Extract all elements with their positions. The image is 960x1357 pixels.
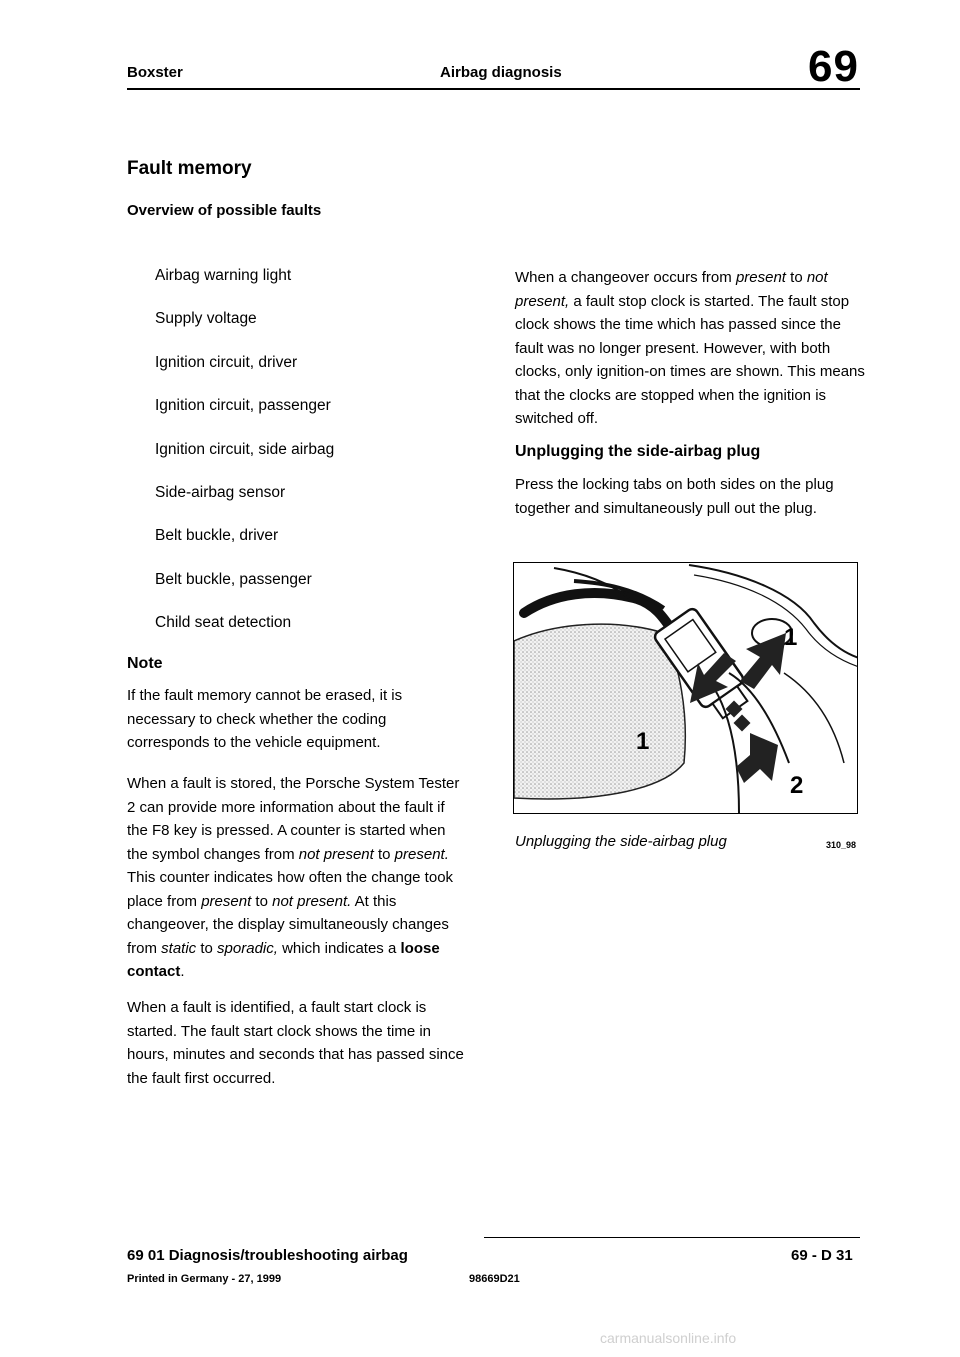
footer-rule <box>484 1237 860 1238</box>
label-1-lower: 1 <box>636 728 650 755</box>
fault-list <box>155 266 334 657</box>
header-section: Airbag diagnosis <box>440 64 562 81</box>
fault-item: Belt buckle, driver <box>155 527 279 545</box>
seat-padding <box>514 624 685 799</box>
footer-page-number: 69 - D 31 <box>791 1247 853 1264</box>
fault-item: Airbag warning light <box>155 267 292 284</box>
label-2: 2 <box>790 772 804 799</box>
page-subtitle: Overview of possible faults <box>127 202 322 219</box>
unplug-text: Press the locking tabs on both sides on the plug together and simultaneously pull out the plug. <box>515 476 834 517</box>
figure-code: 310_98 <box>826 840 857 850</box>
header-model: Boxster <box>127 64 183 81</box>
fault-item: Supply voltage <box>155 310 257 328</box>
footer-doc-code: 98669D21 <box>469 1273 520 1285</box>
fault-item: Ignition circuit, passenger <box>155 397 331 415</box>
paragraph-start-clock: When a fault is identified, a fault start clock is started. The fault start clock shows the time in hours, minutes and seconds that has passed since the fault first occurred. <box>127 999 464 1087</box>
plug-drawing <box>514 563 858 814</box>
fault-item: Ignition circuit, driver <box>155 353 298 371</box>
label-1-upper: 1 <box>784 624 798 651</box>
header-rule <box>127 88 860 90</box>
note-heading: Note <box>127 655 163 672</box>
page-title: Fault memory <box>127 158 252 179</box>
header-chapter-number: 69 <box>808 42 859 91</box>
footer-section: 69 01 Diagnosis/troubleshooting airbag <box>127 1247 408 1264</box>
watermark: carmanualsonline.info <box>600 1330 737 1346</box>
note-text: If the fault memory cannot be erased, it is necessary to check whether the coding corresponds to the vehicle equipment. <box>127 687 403 751</box>
footer-printed: Printed in Germany - 27, 1999 <box>127 1273 282 1285</box>
paragraph-stop-clock: When a changeover occurs from present to not present, a fault stop clock is started. The fault stop clock shows the time which has passed since the fault was no longer present. However, with both clocks, only ignition-on times are shown. This means that the clocks are stopped when the ignition is switched off. <box>515 269 865 427</box>
paragraph-f8-key: When a fault is stored, the Porsche System Tester 2 can provide more information about the fault if the F8 key is pressed. A counter is started when the symbol changes from not present to present. This counter indicates how often the change took place from present to not present. At this changeover, the display simultaneously changes from static to sporadic, which indicates a loose contact. <box>127 775 460 980</box>
fault-item: Belt buckle, passenger <box>155 570 312 588</box>
arrow-press-upper <box>740 633 786 689</box>
fault-item: Side-airbag sensor <box>155 483 286 501</box>
arrow-pull <box>736 733 778 783</box>
figure-caption: Unplugging the side-airbag plug <box>515 833 727 850</box>
side-airbag-plug-illustration <box>513 562 858 814</box>
fault-item: Ignition circuit, side airbag <box>155 440 335 458</box>
fault-item: Child seat detection <box>155 614 292 632</box>
unplug-heading: Unplugging the side-airbag plug <box>515 443 761 460</box>
